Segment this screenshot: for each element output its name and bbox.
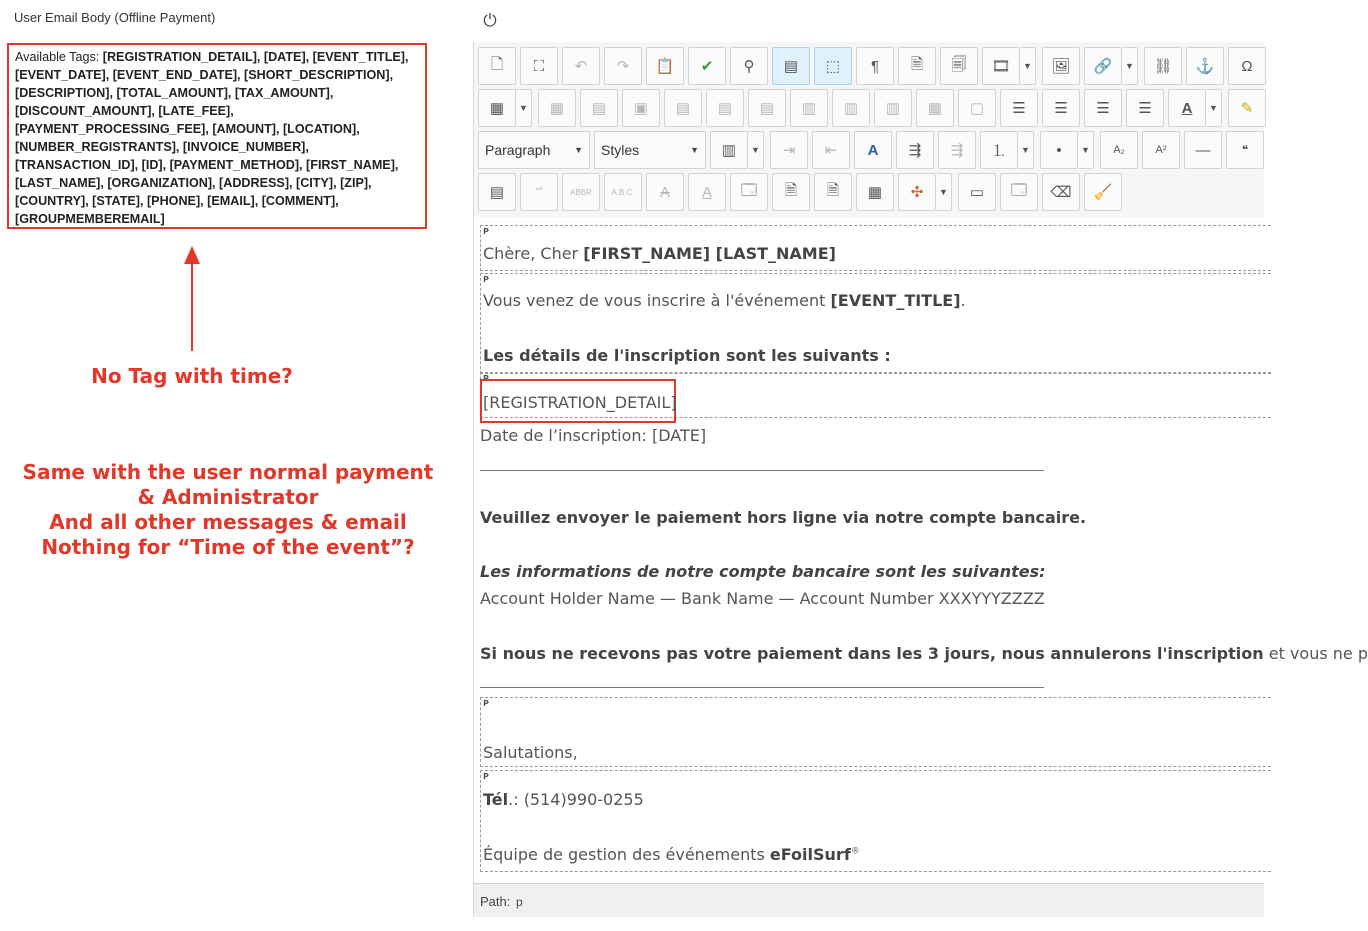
available-tags-prefix: Available Tags: [15, 50, 103, 64]
table-row-props-icon[interactable]: ▤ [580, 89, 618, 127]
editor-toggle-bar [473, 0, 1263, 43]
paragraph-marker: P [483, 699, 489, 708]
available-tags-list: [REGISTRATION_DETAIL], [DATE], [EVENT_TITLE], [EVENT_DATE], [EVENT_END_DATE], [SHORT_DESCRIPTION], [DESCRIPTION], [TOTAL_AMOUNT], [TAX_AMOUNT], [DISCOUNT_AMOUNT], [LATE_FEE], [PAYMENT_PROCESSING_FEE], [AMOUNT], [LOCATION], [NUMBER_REGISTRANTS], [INVOICE_NUMBER], [TRANSACTION_ID], [ID], [PAYMENT_METHOD], [FIRST_NAME], [LAST_NAME], [ORGANIZATION], [ADDRESS], [CITY], [ZIP], [COUNTRY], [STATE], [PHONE], [EMAIL], [COMMENT], [GROUPMEMBEREMAIL] [15, 50, 409, 226]
greeting-line [483, 244, 836, 263]
link-dropdown-icon[interactable]: ▼ [1122, 47, 1138, 85]
details-heading-text: Les détails de l'inscription sont les suivants : [483, 346, 891, 365]
visual-aid-icon[interactable]: ⬚ [814, 47, 852, 85]
delete-row-icon[interactable]: ▤ [748, 89, 786, 127]
styles-select-value: Styles [601, 142, 640, 158]
delete-col-icon[interactable]: ▥ [874, 89, 912, 127]
columns-icon[interactable]: ▥ [710, 131, 748, 169]
find-replace-icon[interactable]: ⚲ [730, 47, 768, 85]
align-left-icon[interactable]: ☰ [1000, 89, 1038, 127]
decrease-indent-icon[interactable]: ⇶ [938, 131, 976, 169]
joomla-icon[interactable]: ✣ [898, 173, 936, 211]
intro-line [483, 291, 966, 310]
abbr-icon[interactable]: ABBR [562, 173, 600, 211]
page-break-icon[interactable]: ▭ [958, 173, 996, 211]
intro-suffix: . [960, 291, 966, 310]
path-label: Path: [480, 894, 511, 909]
phone-label: Tél [483, 790, 509, 809]
annotation-line: & Administrator [137, 485, 319, 509]
special-char-icon[interactable]: Ω [1228, 47, 1266, 85]
rich-text-editor [473, 0, 1368, 916]
new-document-icon[interactable]: 🗋 [478, 47, 516, 85]
editor-content[interactable] [473, 217, 1368, 883]
cite-icon[interactable]: “” [520, 173, 558, 211]
bank-heading [480, 562, 1046, 581]
template-icon[interactable]: 🗐 [940, 47, 978, 85]
table-icon[interactable]: ▦ [478, 89, 516, 127]
spellcheck-icon[interactable]: ✔ [688, 47, 726, 85]
increase-indent-icon[interactable]: ⇶ [896, 131, 934, 169]
link-icon[interactable]: 🔗 [1084, 47, 1122, 85]
insert-layer-icon[interactable]: 🗎 [772, 173, 810, 211]
show-blocks-icon[interactable]: ¶ [856, 47, 894, 85]
team-line [483, 845, 860, 864]
columns-dropdown-icon[interactable]: ▼ [748, 131, 764, 169]
indent-icon[interactable]: ⇥ [770, 131, 808, 169]
anchor-icon[interactable]: ⚓ [1186, 47, 1224, 85]
split-cells-icon[interactable]: ▦ [916, 89, 954, 127]
annotation-no-tag-time: No Tag with time? [91, 364, 293, 388]
align-right-icon[interactable]: ☰ [1084, 89, 1122, 127]
editor-toolbar [473, 42, 1264, 218]
bullet-list-dropdown-icon[interactable]: ▼ [1078, 131, 1094, 169]
insert-row-after-icon[interactable]: ▤ [706, 89, 744, 127]
layers-icon[interactable]: ▦ [856, 173, 894, 211]
media-dropdown-icon[interactable]: ▼ [1020, 47, 1036, 85]
greeting-tags: [FIRST_NAME] [LAST_NAME] [583, 244, 836, 263]
undo-icon[interactable]: ↶ [562, 47, 600, 85]
format-select-value: Paragraph [485, 142, 551, 158]
delete-table-icon[interactable]: ▦ [538, 89, 576, 127]
insert-col-after-icon[interactable]: ▥ [832, 89, 870, 127]
remove-format-layer-icon[interactable]: 🗎 [814, 173, 852, 211]
preview-icon[interactable]: 🗔 [1000, 173, 1038, 211]
paragraph-marker: P [483, 374, 489, 383]
team-prefix: Équipe de gestion des événements [483, 845, 770, 864]
align-justify-icon[interactable]: ☰ [1126, 89, 1164, 127]
intro-tag: [EVENT_TITLE] [830, 291, 961, 310]
insert-file-icon[interactable]: 🗎 [898, 47, 936, 85]
styles-select[interactable] [594, 131, 706, 169]
bank-info: Account Holder Name — Bank Name — Account Number XXXYYYZZZZ [480, 589, 1045, 608]
image-icon[interactable]: 🖼 [1042, 47, 1080, 85]
superscript-icon[interactable]: A² [1142, 131, 1180, 169]
payment-warning-rest: et vous ne p [1263, 644, 1368, 663]
caret-down-icon: ▼ [690, 145, 699, 155]
horizontal-rule-icon[interactable]: — [1184, 131, 1222, 169]
paragraph-marker: P [483, 227, 489, 236]
media-icon[interactable]: 🎞 [982, 47, 1020, 85]
style-props-icon[interactable]: ▤ [478, 173, 516, 211]
paragraph-block [480, 697, 1271, 767]
acronym-icon[interactable]: A.B.C. [604, 173, 642, 211]
paste-text-icon[interactable]: 📋 [646, 47, 684, 85]
date-line: Date de l’inscription: [DATE] [480, 426, 707, 445]
annotation-line: Nothing for “Time of the event”? [41, 535, 415, 559]
format-select[interactable] [478, 131, 590, 169]
editor-statusbar [473, 883, 1264, 917]
greeting-prefix: Chère, Cher [483, 244, 584, 263]
bullet-list-icon[interactable]: • [1040, 131, 1078, 169]
payment-warning [480, 644, 1368, 663]
font-format-icon[interactable]: A [854, 131, 892, 169]
payment-request-text: Veuillez envoyer le paiement hors ligne via notre compte bancaire. [480, 508, 1087, 527]
registration-detail-tag: [REGISTRATION_DETAIL] [483, 393, 677, 412]
redo-icon[interactable]: ↷ [604, 47, 642, 85]
unlink-icon[interactable]: ⛓ [1144, 47, 1182, 85]
blockquote-icon[interactable]: ❝ [1226, 131, 1264, 169]
highlight-color-icon[interactable]: ✎ [1228, 89, 1266, 127]
joomla-dropdown-icon[interactable]: ▼ [936, 173, 952, 211]
salutation-line: Salutations, [483, 743, 578, 762]
visual-blocks-icon[interactable]: ▤ [772, 47, 810, 85]
divider [480, 470, 1044, 471]
annotation-line: And all other messages & email [49, 510, 407, 534]
clear-format-icon[interactable]: ⌫ [1042, 173, 1080, 211]
payment-request [480, 508, 1086, 527]
attributes-icon[interactable]: 🗔 [730, 173, 768, 211]
delete-mark-icon[interactable]: A [646, 173, 684, 211]
table-dropdown-icon[interactable]: ▼ [516, 89, 532, 127]
outdent-icon[interactable]: ⇤ [812, 131, 850, 169]
insert-row-before-icon[interactable]: ▤ [664, 89, 702, 127]
table-cell-props-icon[interactable]: ▣ [622, 89, 660, 127]
align-center-icon[interactable]: ☰ [1042, 89, 1080, 127]
payment-warning-bold: Si nous ne recevons pas votre paiement dans les 3 jours, nous annulerons l'inscription [480, 644, 1264, 663]
caret-down-icon: ▼ [574, 145, 583, 155]
details-heading [483, 346, 891, 365]
intro-prefix: Vous venez de vous inscrire à l'événement [483, 291, 831, 310]
bank-heading-text: Les informations de notre compte bancaire sont les suivantes: [480, 562, 1046, 581]
path-item-p[interactable]: p [515, 895, 523, 909]
registered-mark: ® [850, 846, 860, 857]
annotation-line: Same with the user normal payment [22, 460, 434, 484]
insert-mark-icon[interactable]: A [688, 173, 726, 211]
field-label: User Email Body (Offline Payment) [14, 10, 216, 25]
merge-cells-icon[interactable]: ▢ [958, 89, 996, 127]
phone-value: .: (514)990-0255 [508, 790, 644, 809]
annotation-same-note [6, 460, 450, 560]
divider [480, 687, 1044, 688]
text-color-dropdown-icon[interactable]: ▼ [1206, 89, 1222, 127]
clean-up-icon[interactable]: 🧹 [1084, 173, 1122, 211]
subscript-icon[interactable]: A₂ [1100, 131, 1138, 169]
numbered-list-icon[interactable]: ⒈ [980, 131, 1018, 169]
paragraph-marker: P [483, 275, 489, 284]
phone-line [483, 790, 644, 809]
insert-col-before-icon[interactable]: ▥ [790, 89, 828, 127]
text-color-icon[interactable]: A [1168, 89, 1206, 127]
team-brand: eFoilSurf [769, 845, 851, 864]
element-path [480, 894, 523, 909]
paragraph-marker: P [483, 772, 489, 781]
fullscreen-icon[interactable]: ⛶ [520, 47, 558, 85]
power-icon[interactable]: ⏻ [483, 11, 497, 30]
numbered-list-dropdown-icon[interactable]: ▼ [1018, 131, 1034, 169]
